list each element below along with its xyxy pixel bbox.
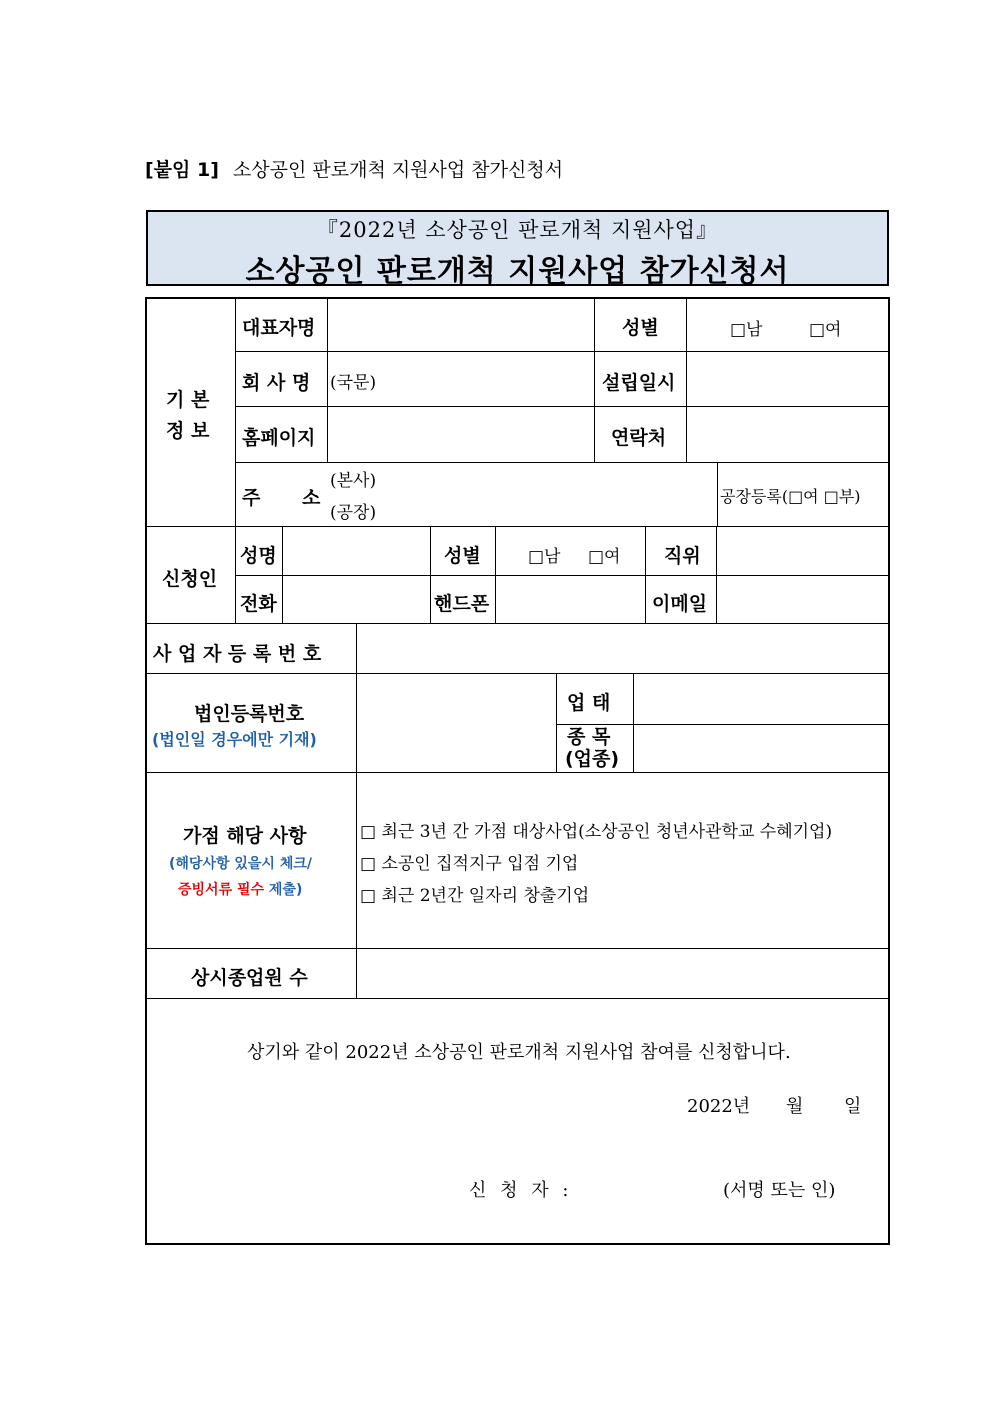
applicant-section-label: 신청인 (162, 568, 218, 590)
contact-field[interactable] (687, 407, 889, 462)
date-month: 월 (786, 1096, 804, 1117)
address-label-2: 소 (302, 487, 321, 509)
item-note: (업종) (565, 748, 620, 770)
applicant-name-label: 성명 (240, 545, 277, 567)
form-subtitle: 『2022년 소상공인 판로개척 지원사업』 (316, 218, 719, 242)
corp-reg-number-label: 법인등록번호 (194, 703, 305, 725)
factory-registration-checkbox[interactable]: 공장등록(□여 □부) (720, 487, 861, 506)
applicant-position-label: 직위 (664, 545, 701, 567)
applicant-name-field[interactable] (283, 527, 429, 575)
homepage-label: 홈페이지 (242, 427, 316, 449)
biz-reg-number-label: 사 업 자 등 록 번 호 (153, 643, 322, 665)
form-title-box (146, 210, 889, 289)
bonus-points-note-1: (해당사항 있을시 체크/ (169, 856, 312, 872)
applicant-email-label: 이메일 (652, 593, 708, 615)
biz-type-label: 업 태 (567, 692, 611, 714)
date-year: 2022년 (687, 1096, 751, 1117)
gender-label: 성별 (622, 317, 659, 339)
attachment-title: 소상공인 판로개척 지원사업 참가신청서 (232, 159, 564, 181)
address-label-1: 주 (242, 487, 261, 509)
applicant-gender-label: 성별 (444, 545, 481, 567)
declaration-statement: 상기와 같이 2022년 소상공인 판로개척 지원사업 참여를 신청합니다. (247, 1042, 791, 1063)
company-name-label: 회 사 명 (242, 372, 311, 394)
signature-note: (서명 또는 인) (723, 1180, 836, 1201)
biz-type-field[interactable] (634, 674, 889, 724)
bonus-points-label: 가점 해당 사항 (183, 825, 307, 847)
employees-label: 상시종업원 수 (191, 967, 308, 989)
bonus-points-note-2: 증빙서류 필수 제출) (178, 882, 303, 898)
attachment-heading (145, 155, 563, 182)
address-factory-field[interactable]: (공장) (330, 503, 377, 523)
date-day: 일 (844, 1096, 862, 1117)
applicant-email-field[interactable] (717, 576, 889, 623)
rep-name-field[interactable] (328, 300, 593, 351)
applicant-gender-female-checkbox[interactable]: □여 (588, 547, 621, 567)
application-form (145, 297, 890, 1245)
bonus-option-cluster-district[interactable]: □ 소공인 집적지구 입점 기업 (360, 854, 579, 874)
attachment-label: [붙임 1] (145, 159, 219, 181)
applicant-phone-label: 전화 (240, 593, 277, 615)
bonus-option-job-creation[interactable]: □ 최근 2년간 일자리 창출기업 (360, 886, 590, 906)
applicant-signature-field[interactable] (577, 1169, 717, 1203)
applicant-phone-field[interactable] (283, 576, 429, 623)
employees-field[interactable] (357, 949, 889, 998)
applicant-mobile-field[interactable] (496, 576, 644, 623)
rep-name-label: 대표자명 (242, 317, 316, 339)
form-title: 소상공인 판로개척 지원사업 참가신청서 (245, 254, 790, 289)
biz-reg-number-field[interactable] (357, 624, 889, 673)
established-label: 설립일시 (602, 372, 676, 394)
applicant-position-field[interactable] (717, 527, 889, 575)
contact-label: 연락처 (611, 427, 667, 449)
basic-info-section-label: 기 본 정 보 (166, 389, 210, 442)
item-field[interactable] (634, 725, 889, 772)
corp-reg-number-field[interactable] (357, 674, 555, 772)
applicant-signature-label: 신 청 자 : (469, 1180, 573, 1201)
item-label: 종 목 (567, 726, 611, 748)
company-name-field[interactable]: (국문) (330, 373, 377, 393)
gender-female-checkbox[interactable]: □여 (809, 320, 842, 340)
established-field[interactable] (687, 352, 889, 406)
gender-male-checkbox[interactable]: □남 (730, 320, 763, 340)
address-hq-field[interactable]: (본사) (330, 471, 377, 491)
corp-reg-note: (법인일 경우에만 기재) (152, 730, 317, 749)
homepage-field[interactable] (328, 407, 593, 462)
applicant-mobile-label: 핸드폰 (434, 593, 490, 615)
bonus-option-youth-academy[interactable]: □ 최근 3년 간 가점 대상사업(소상공인 청년사관학교 수혜기업) (360, 822, 833, 842)
applicant-gender-male-checkbox[interactable]: □남 (528, 547, 561, 567)
